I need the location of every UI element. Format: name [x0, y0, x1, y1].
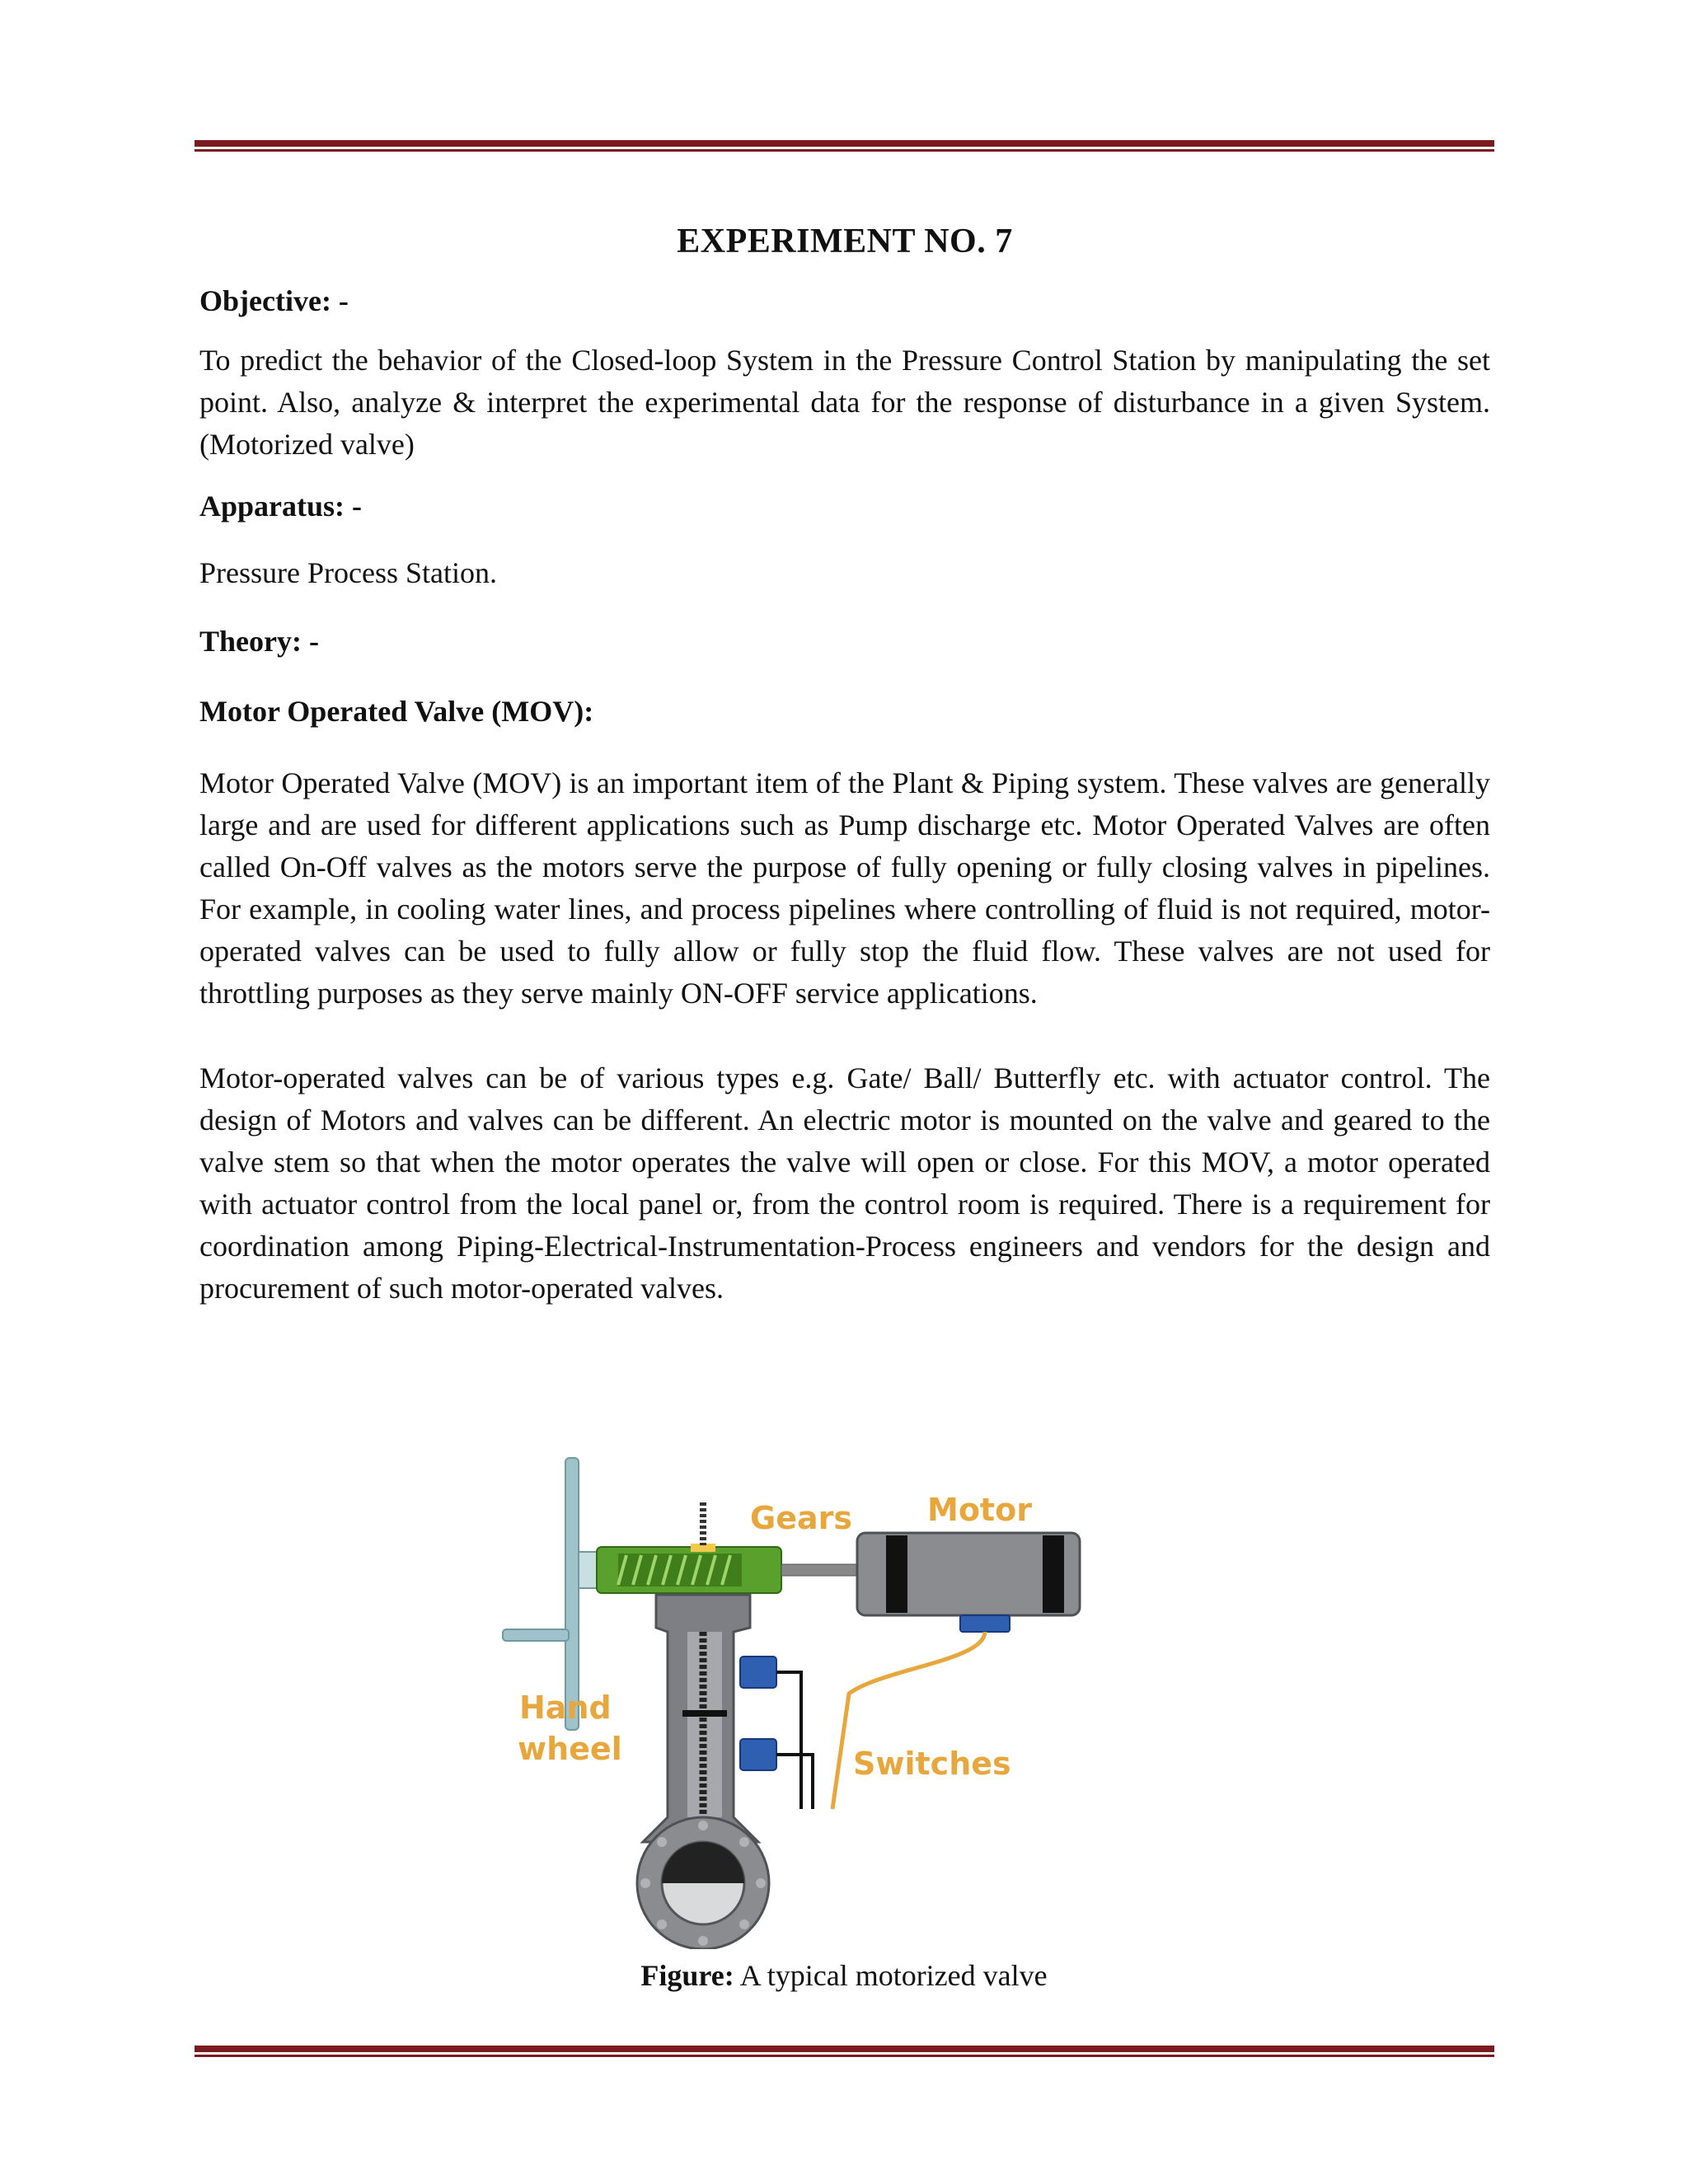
drive-shaft — [781, 1564, 857, 1576]
motor-band-left — [886, 1535, 907, 1613]
figure-caption — [0, 1958, 1688, 1994]
top-rule — [195, 140, 1494, 152]
hand-wheel-handle — [503, 1629, 569, 1641]
hand-wheel-hub — [579, 1552, 597, 1588]
caption-text: A typical motorized valve — [734, 1959, 1048, 1992]
limit-switch-lower — [740, 1739, 776, 1770]
objective-text: To predict the behavior of the Closed-loop System in the Pressure Control Station by manipulating the set point. Also, analyze & interpret the experimental data for the response of disturbance in a given System. (Motorized valve) — [199, 343, 1490, 461]
label-motor: Motor — [927, 1492, 1032, 1528]
label-hand: Hand — [519, 1690, 612, 1726]
mov-paragraph-1: Motor Operated Valve (MOV) is an important item of the Plant & Piping system. These valves are generally large and are used for different applications such as Pump discharge etc. Motor Operated Valves are often called On-Off valves as the motors serve the purpose of fully opening or fully closing valves in pipelines. For example, in cooling water lines, and process pipelines where controlling of fluid is not required, motor-operated valves can be used to fully allow or fully stop the fluid flow. These valves are not used for throttling purposes as they serve mainly ON-OFF service applications. — [199, 766, 1490, 1010]
mov-paragraph-2: Motor-operated valves can be of various types e.g. Gate/ Ball/ Butterfly etc. with actuator control. The design of Motors and valves can be different. An electric motor is mounted on the valve and geared to the valve stem so that when the motor operates the valve will open or close. For this MOV, a motor operated with actuator control from the local panel or, from the control room is required. There is a requirement for coordination among Piping-Electrical-Instrumentation-Process engineers and vendors for the design and procurement of such motor-operated valves. — [199, 1062, 1490, 1305]
motor-band-right — [1043, 1535, 1064, 1613]
label-switches: Switches — [853, 1746, 1011, 1782]
mov-heading: Motor Operated Valve (MOV): — [199, 695, 594, 729]
bottom-rule — [195, 2046, 1494, 2057]
caption-label: Figure: — [640, 1959, 734, 1992]
label-wheel: wheel — [518, 1731, 622, 1767]
motor-cable — [832, 1632, 985, 1809]
label-gears: Gears — [750, 1500, 852, 1536]
apparatus-text: Pressure Process Station. — [199, 555, 497, 589]
apparatus-heading: Apparatus: - — [199, 489, 363, 523]
motor-terminal-box — [960, 1615, 1010, 1632]
motorized-valve-diagram — [495, 1455, 1146, 1949]
motorized-valve-figure — [495, 1455, 1146, 1949]
limit-switch-upper — [740, 1657, 776, 1688]
objective-heading: Objective: - — [199, 284, 349, 318]
switch-wire-upper — [776, 1672, 801, 1809]
switch-wire-lower — [776, 1755, 813, 1809]
stem-collar — [682, 1710, 727, 1717]
theory-heading: Theory: - — [199, 624, 319, 658]
page-title: EXPERIMENT NO. 7 — [677, 223, 1013, 260]
page-content — [199, 221, 1490, 1310]
